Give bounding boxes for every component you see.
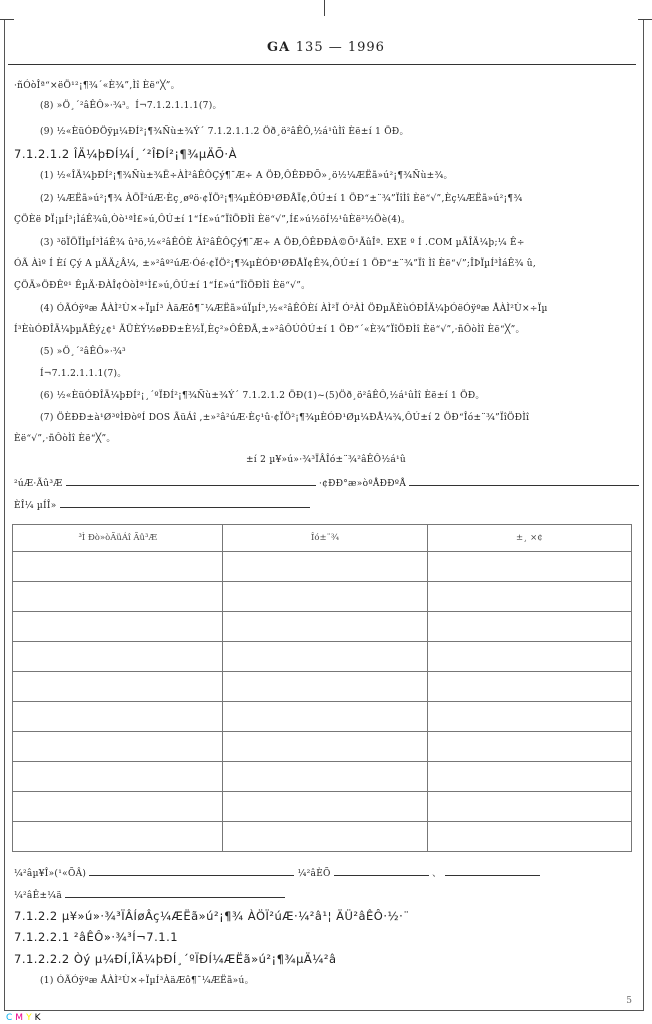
table-header: ±¸ ×¢ [427,525,631,552]
table-cell[interactable] [13,822,223,852]
table-cell[interactable] [223,642,427,672]
form-row-env [14,498,310,512]
date-separator: 、 [432,869,442,879]
signer-label: ¼²âµ¥Î»(¹«ÕÂ) [14,869,87,879]
section-heading: 7.1.2.2.1 ²âÊÔ»·¾³Í¬7.1.1 [14,930,179,944]
table-row [13,672,632,702]
cmyk-y: Y [26,1013,35,1023]
sign-date-field [334,866,429,876]
table-cell[interactable] [427,582,631,612]
text-line: ÇÖÄ»ÖÐÊº¹ ÊµÄ·ÐÀÎ¢ÒòÌª¹Ì£»ú,ÔÚ±í 1“Í£»ú”ÏîÖÐÌî Èë“√”。 [14,281,311,291]
table-cell[interactable] [223,732,427,762]
table-cell[interactable] [427,642,631,672]
table-row [13,612,632,642]
section-heading: 7.1.2.2.2 Òý µ¼ÐÍ,ÎÄ¼þÐÍ¸´ºÏÐÍ¼ÆËã»ú²¡¶¾µÄ¼²â [14,952,337,966]
table-row [13,732,632,762]
text-line: ÓÃ Àìº Í Èí Çý A µÄÄ¿Â¼, ±»²âº²úÆ·Óé·¢ÏÖ²¡¶¾µÈÓÐ¹ØÐÅÏ¢Ê¾,ÔÚ±í 1 ÖÐ“±¨¾”Ïî Ìî Èë“√”;ÎÞÏµÍ³ÌáÊ¾ û, [14,259,537,269]
table-header: Îó±¨¾ [223,525,427,552]
table-cell[interactable] [427,552,631,582]
table-cell[interactable] [13,762,223,792]
table-row [13,792,632,822]
table-row [13,702,632,732]
text-line: (7) ÖÈÐÐ±à¹Ø³ºÌÐòºÍ DOS ÃüÁî ,±»²â²úÆ·Èç¹û·¢ÏÖ²¡¶¾µÈÓÐ¹Øµ¼ÐÅ¼¾,ÔÚ±í 2 ÖÐ“Îó±¨¾”ÏîÖÐÌî [40,413,530,423]
header-rule [8,64,636,65]
table-cell[interactable] [223,582,427,612]
standard-number: 135 — 1996 [295,40,385,55]
sign-date-field-2 [445,866,540,876]
standard-prefix: GA [267,40,291,55]
table-cell[interactable] [223,612,427,642]
reviewer-label: ¼²âÊ±¼ä [14,891,62,901]
table-cell[interactable] [223,762,427,792]
version-field [409,476,639,486]
table-row [13,762,632,792]
sign-date-label: ¼²âÈÕ [297,869,331,879]
table-cell[interactable] [223,792,427,822]
env-label: ÈÎ¼ µÍÎ» [14,501,57,511]
table-cell[interactable] [223,822,427,852]
text-line: Èë“√”,·ñÔòÌî Èë“╳”。 [14,434,116,444]
table-cell[interactable] [13,612,223,642]
table-cell[interactable] [13,732,223,762]
product-field [66,476,316,486]
section-heading: 7.1.2.2 µ¥»ú»·¾³ÏÂÍøÂç¼ÆËã»ú²¡¶¾ ÀÖÏ²úÆ·¼²â¹¦ ÄÜ²âÊÔ·½·¨ [14,909,410,923]
reviewer-row [14,888,285,902]
text-line: (3) ³öÏÖÏÌµÍ³ÌáÊ¾ û³ö,½«²âÊÔÈ Àî²âÊÔÇý¶¯Æ÷ A ÖÐ,ÔÊÐÐÀ©Õ¹ÃûÎª. EXE º Í .COM µÄÎÄ¼þ;¼ Ê÷ [40,238,525,248]
cmyk-m: M [15,1013,27,1023]
table-cell[interactable] [13,642,223,672]
table-cell[interactable] [427,762,631,792]
cmyk-k: K [34,1013,44,1023]
text-line: ÇÖÈë ÞÏ¡µÍ³¡ÌáÊ¾û,Òò¹ªÌ£»ú,ÔÚ±í 1“Í£»ú”ÏîÖÐÌî Èë“√”,Í£»ú½öÍ½¹ûÈë²½Öè(4)。 [14,215,411,225]
table-cell[interactable] [427,732,631,762]
text-line: ·ñÓòÎª“×ëÖ¹²¡¶¾´«È¾”,Ìî Èë“╳”。 [14,81,180,91]
table-cell[interactable] [223,702,427,732]
text-line: (1) ÓÃÓÿºæ ÅÀÌ²Ù×÷ÏµÍ³ÀäÆô¶¯¼ÆËã»ú。 [40,976,254,986]
table-cell[interactable] [13,702,223,732]
table-cell[interactable] [13,552,223,582]
page-number: 5 [626,996,632,1006]
signer-field [89,866,294,876]
text-line: Í¬7.1.2.1.1.1(7)。 [40,369,127,379]
text-line: (9) ½«ÈüÓÐÖÿµ¼ÐÍ²¡¶¾Ñù±¾Ý´ 7.1.2.1.1.2 Öð¸ö²âÊÔ,½á¹ûÌî Èë±í 1 ÖÐ。 [40,127,409,137]
table-cell[interactable] [223,672,427,702]
cmyk-c: C [6,1013,16,1023]
table-header: ³Ì Ðò»òÃüÁî Ãû³Æ [13,525,223,552]
table-cell[interactable] [13,672,223,702]
form-row-product [14,476,639,490]
table-cell[interactable] [223,552,427,582]
text-line: (5) »Ö¸´²âÊÔ»·¾³ [40,347,126,357]
text-line: (4) ÓÃÓÿºæ ÅÀÌ²Ù×÷ÏµÍ³ ÀäÆô¶¯¼ÆËã»úÏµÍ³,½«²âÊÔÈí ÀÌ²Ï Ó²ÀÌ ÖÐµÃÈùÓÐÎÄ¼þÓëÓÿºæ ÅÀÌ²Ù×÷Ïµ [40,304,548,314]
text-line: (1) ½«ÎÄ¼þÐÍ²¡¶¾Ñù±¾Ë÷ÀÌ²âÊÔÇý¶¯Æ÷ A ÖÐ,ÔÊÐÐÕ»¸ö½¼ÆËã»ú²¡¶¾Ñù±¾。 [40,171,453,181]
text-line: (8) »Ö¸´²âÊÔ»·¾³。Í¬7.1.2.1.1.1(7)。 [40,101,222,111]
table-row [13,552,632,582]
reviewer-field [65,888,285,898]
section-heading: 7.1.2.1.2 ÎÄ¼þÐÍ¼Í¸´²ÎÐÍ²¡¶¾µÄÕ·À [14,147,237,161]
version-label: ·¢ÐÐ°æ»òºÅÐÐºÅ [318,479,407,489]
text-line: Í³ÈùÓÐÎÄ¼þµÃÊý¿¢¹ ÃÜÈÝ½øÐÐ±È½Ï,Èç²»ÔÊÐÃ,±»²âÔÚÔÚ±í 1 ÖÐ“´«È¾”ÏîÖÐÌî Èë“√”,·ñÔòÌî Èë“╳”。 [14,325,525,335]
table-cell[interactable] [427,822,631,852]
table-cell[interactable] [427,612,631,642]
page-frame [4,20,644,1011]
table-row [13,642,632,672]
table-row [13,822,632,852]
table-header-row [13,525,632,552]
text-line: (6) ½«ÈüÓÐÎÄ¼þÐÍ²¡¸´ºÏÐÍ²¡¶¾Ñù±¾Ý´ 7.1.2.1.2 ÖÐ(1)~(5)Öð¸ö²âÊÔ,½á¹ûÌî Èë±í 1 ÖÐ。 [40,391,485,401]
table-cell[interactable] [13,792,223,822]
product-label: ²úÆ·Ãû³Æ [14,479,63,489]
cmyk-registration [6,1013,43,1023]
standard-code [0,40,652,55]
signature-row [14,866,540,880]
table-cell[interactable] [427,702,631,732]
table-title: ±í 2 µ¥»ú»·¾³ÏÂÎó±¨¾²âÊÔ½á¹û [245,455,407,465]
text-line: (2) ¼ÆËã»ú²¡¶¾ ÀÖÏ²úÆ·Èç¸øºö·¢ÏÖ²¡¶¾µÈÓÐ¹ØÐÅÏ¢,ÔÚ±í 1 ÖÐ“±¨¾”ÏîÌî Èë“√”,Èç¼ÆËã»ú²¡¶¾ [40,194,523,204]
table-cell[interactable] [13,582,223,612]
result-table [12,524,632,852]
table-cell[interactable] [427,672,631,702]
env-field [60,498,310,508]
table-cell[interactable] [427,792,631,822]
table-row [13,582,632,612]
